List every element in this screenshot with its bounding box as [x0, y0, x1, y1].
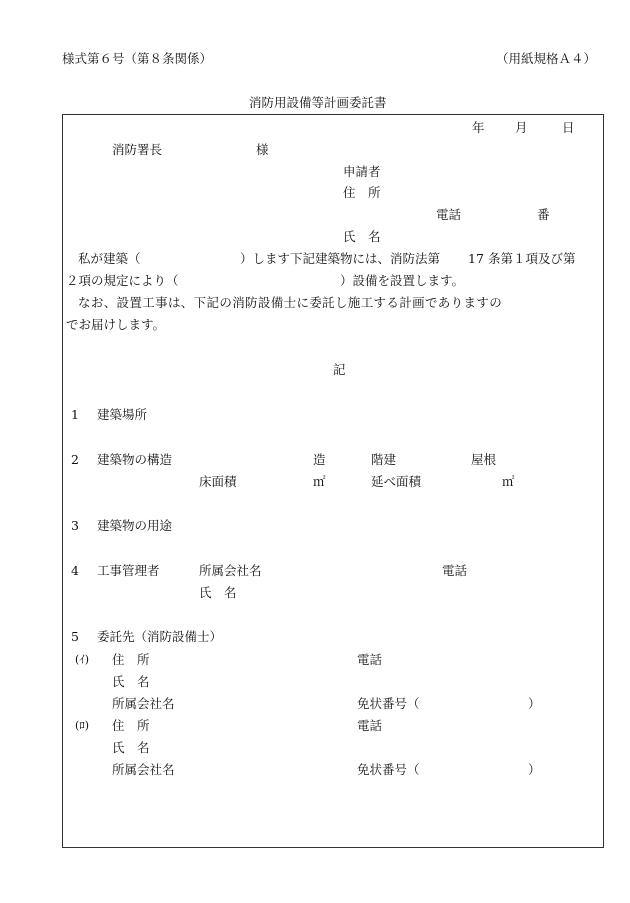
paper-size-note: （用紙規格Ａ４） [496, 51, 597, 66]
item4-company: 所属会社名 [199, 563, 262, 578]
ki-heading: 記 [333, 362, 346, 377]
item4-number: 4 [71, 563, 79, 578]
contractor-i-phone: 電話 [357, 652, 383, 667]
contractor-ro-name: 氏 名 [112, 740, 150, 755]
contractor-i-license: 免状番号（ [357, 696, 420, 711]
contractor-i-mark: (ｲ) [75, 653, 90, 666]
body-line1-article: 17 [468, 251, 484, 266]
contractor-i-address: 住 所 [112, 652, 150, 667]
item1-label: 建築場所 [97, 407, 148, 422]
item2-label: 建築物の構造 [97, 452, 173, 467]
item3-label: 建築物の用途 [97, 518, 173, 533]
item1-number: 1 [71, 407, 79, 422]
fire-chief-label: 消防署長 [112, 142, 163, 157]
body-line3: なお、設置工事は、下記の消防設備士に委託し施工する計画でありますの [78, 295, 503, 310]
contractor-i-name: 氏 名 [112, 674, 150, 689]
body-line4: でお届けします。 [66, 317, 166, 332]
form-title: 消防用設備等計画委託書 [249, 95, 387, 110]
body-line1-d: 条第１項及び第 [488, 251, 576, 266]
item4-phone: 電話 [442, 563, 468, 578]
item2-floor-unit: ㎡ [313, 474, 326, 489]
body-line2-b: ）設備を設置します。 [340, 273, 465, 288]
body-line2-a: ２項の規定により（ [66, 273, 179, 288]
applicant-label: 申請者 [343, 164, 381, 179]
form-number: 様式第６号（第８条関係） [62, 51, 213, 66]
contractor-ro-license: 免状番号（ [357, 762, 420, 777]
item5-label: 委託先（消防設備士） [97, 629, 223, 644]
honorific-sama: 様 [256, 142, 269, 157]
body-line1-b: ）します下記建築物には、消防法第 [240, 251, 441, 266]
item5-number: 5 [71, 629, 79, 644]
date-month: 月 [515, 120, 528, 135]
date-day: 日 [562, 120, 575, 135]
contractor-ro-mark: (ﾛ) [75, 719, 90, 732]
contractor-i-company: 所属会社名 [112, 696, 175, 711]
item2-kaidate: 階建 [371, 452, 397, 467]
body-line1-a: 私が建築（ [78, 251, 141, 266]
contractor-i-license-close: ） [528, 696, 541, 711]
applicant-phone-label: 電話 [436, 207, 462, 222]
item4-label: 工事管理者 [97, 563, 160, 578]
item4-name: 氏 名 [199, 585, 237, 600]
item2-zou: 造 [313, 452, 326, 467]
contractor-ro-license-close: ） [528, 762, 541, 777]
item2-number: 2 [71, 452, 79, 467]
applicant-address-label: 住 所 [343, 185, 381, 200]
form-frame [62, 114, 604, 848]
contractor-ro-address: 住 所 [112, 718, 150, 733]
item2-total-area: 延べ面積 [371, 474, 422, 489]
item3-number: 3 [71, 518, 79, 533]
applicant-phone-ban: 番 [537, 207, 550, 222]
item2-floor-area: 床面積 [199, 474, 237, 489]
item2-total-unit: ㎡ [502, 474, 515, 489]
date-year: 年 [472, 120, 485, 135]
item2-yane: 屋根 [471, 452, 497, 467]
applicant-name-label: 氏 名 [343, 229, 381, 244]
contractor-ro-phone: 電話 [357, 718, 383, 733]
contractor-ro-company: 所属会社名 [112, 762, 175, 777]
